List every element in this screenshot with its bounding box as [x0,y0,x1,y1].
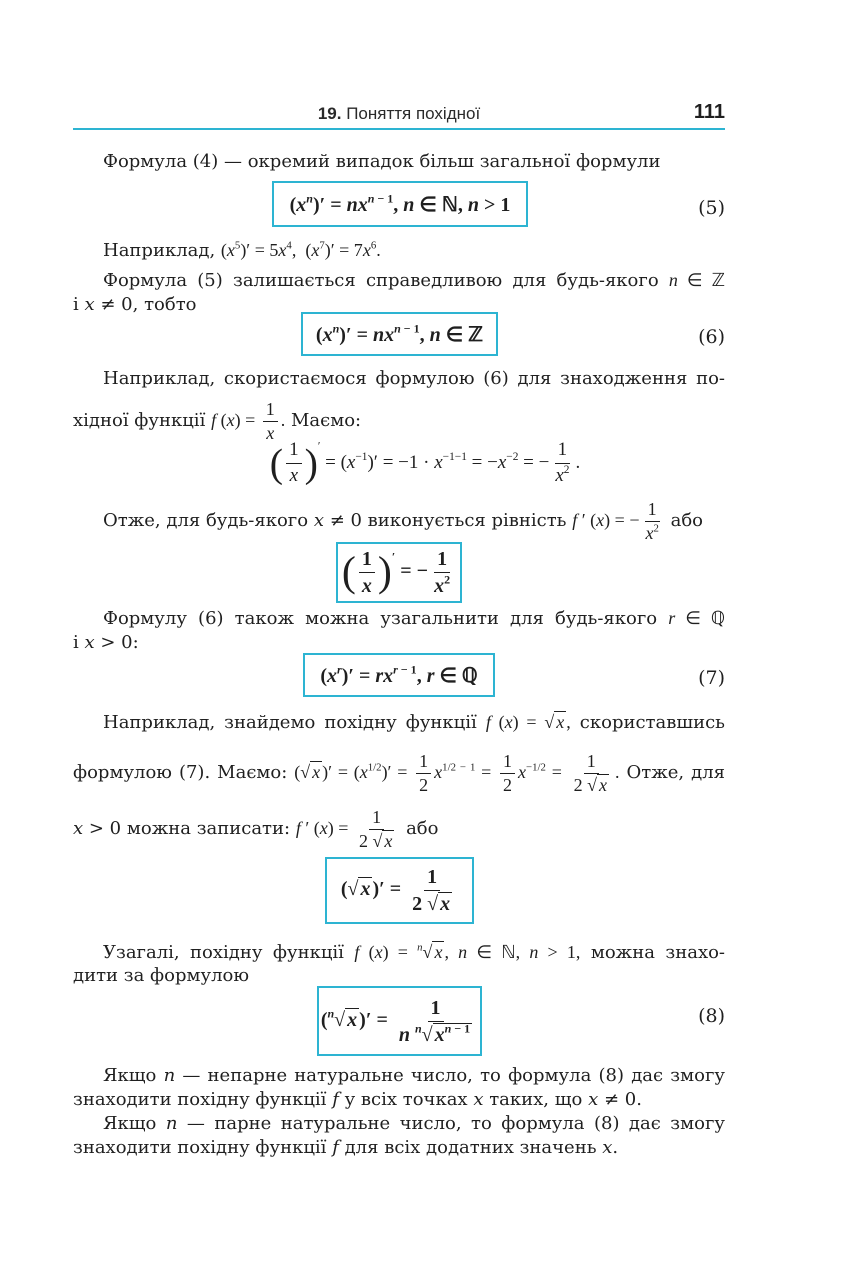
paragraph-text: знаходити похідну функції [73,1137,327,1158]
paragraph-text: можна записати: [126,818,291,839]
formula-6-box [301,312,498,356]
formula-sqrt: (√ x )′ = $\frac{1}{2 √ x}$ [340,866,451,915]
paragraph-7: Наприклад, знайдемо похідну функції f (x) = √ x , скориставшись [103,712,725,733]
paragraph-4-line-1 [103,367,725,391]
paragraph-6-line-1: Формулу (6) також можна узагальнити для будь-якого r ∈ ℚ [103,608,725,629]
formula-8-box [317,986,482,1056]
formula-one-over-x-box [336,542,462,603]
paragraph-text: Наприклад, знайдемо похідну функції [103,712,477,733]
example-math: $(x^5)' = 5x^4$, $(x^7)' = 7x^6$. [220,239,381,260]
formula-sqrt-box [325,857,474,924]
paragraph-text: скориставшись [579,712,725,733]
paragraph-text: виконується рівність [367,510,567,531]
paragraph-text: у всіх точках [344,1089,468,1110]
formula-one-over-x: ( $\frac{1}{x}$ )′ = − $\frac{1}{x^2}$ [341,548,451,597]
paragraph-text: і [73,632,79,653]
equation-number-8: (8) [698,1005,725,1027]
formula-7: $(x^r)' = rx^{r - 1}$, r ∈ ℚ [320,662,478,687]
paragraph-text: хідної функції [73,410,206,431]
paragraph-2 [103,238,381,263]
paragraph-10-line-1: Узагалі, похідну функції f (x) = $^n$√ x , n ∈ ℕ, n > 1, можна знахо- [103,941,726,963]
paragraph-text: і [73,294,79,315]
equation-number-5: (5) [698,197,725,219]
formula-5: $(x^n)' = nx^{n - 1}$, n ∈ ℕ, n > 1 [289,191,511,216]
formula-8: ($^n$√ x )′ = $\frac{1}{n ^n√ x^{n - 1}}$ [320,996,471,1046]
paragraph-8: формулою (7). Маємо: (√ x )′ = $(x^{1/2})'$ = $\frac{1}{2}$ $x^{1/2 - 1}$ = $\frac{1}{2}$ $x^{-1/2}$ = $\frac{1}{2 √ x}$ . Отже, для [73,750,725,796]
paragraph-6-line-2: і x > 0: [73,632,139,653]
paragraph-text: або [406,818,439,839]
running-title [73,104,725,124]
paragraph-12-line-2: знаходити похідну функції f для всіх додатних значень x. [73,1137,619,1158]
paragraph-4-line-2: хідної функції f (x) = $\frac{1}{x}$ . Маємо: [73,398,362,444]
paragraph-text: Якщо [103,1065,157,1086]
paragraph-text: Формула (5) залишається справедливою для будь-якого [103,270,659,291]
formula-7-box [303,653,495,697]
paragraph-text: або [670,510,704,531]
paragraph-text: можна знахо- [590,942,726,963]
paragraph-text: таких, що [489,1089,583,1110]
paragraph-text: формулою (7). Маємо: [73,762,288,783]
paragraph-text: знаходити похідну функції [73,1089,327,1110]
paragraph-text: Наприклад, [103,240,216,261]
paragraph-5: Отже, для будь-якого x ≠ 0 виконується рівність f ′ (x) = − $\frac{1}{x^2}$ або [103,498,704,544]
paragraph-text: Узагалі, похідну функції [103,942,344,963]
paragraph-11-line-1: Якщо n — непарне натуральне число, то формула (8) дає змогу [103,1065,725,1086]
paragraph-text: Отже, для [626,762,725,783]
paragraph-9: x > 0 можна записати: f ′ (x) = $\frac{1}{2 √ x}$ або [73,806,439,852]
paragraph-3-line-2: і x ≠ 0, тобто [73,294,197,315]
formula-6: $(x^n)' = nx^{n - 1}$, n ∈ ℤ [315,321,484,346]
equation-number-7: (7) [698,667,725,689]
paragraph-1 [103,150,660,174]
paragraph-text: — парне натуральне число, то формула (8) дає змогу [186,1113,725,1134]
paragraph-10-line-2 [73,964,249,988]
paragraph-3-line-1: Формула (5) залишається справедливою для будь-якого n ∈ ℤ [103,270,725,291]
page-number: 111 [693,101,725,123]
page-header [73,100,725,130]
paragraph-text: Формула (4) — окремий випадок більш загальної формули [103,151,661,172]
section-title: Поняття похідної [346,104,481,123]
paragraph-text: дити за формулою [73,965,250,986]
paragraph-12-line-1: Якщо n — парне натуральне число, то формула (8) дає змогу [103,1113,725,1134]
section-number: 19. [317,104,342,123]
paragraph-text: Якщо [103,1113,157,1134]
equation-number-6: (6) [698,326,725,348]
formula-5-box [272,181,528,227]
paragraph-11-line-2: знаходити похідну функції f у всіх точках x таких, що x ≠ 0. [73,1089,642,1110]
paragraph-text: Наприклад, скористаємося формулою (6) для знаходження по- [103,368,725,389]
paragraph-text: Отже, для будь-якого [103,510,309,531]
derivation-one-over-x: ( $\frac{1}{x}$ )$' = (x^{-1})' = -1 \cdot x^{-1-1} = -x^{-2}$ = − $\frac{1}{x^2}$ . [269,439,581,486]
paragraph-text: для всіх додатних значень [344,1137,597,1158]
paragraph-text: , тобто [132,294,197,315]
paragraph-text: Маємо: [290,410,362,431]
paragraph-text: Формулу (6) також можна узагальнити для будь-якого [103,608,658,629]
paragraph-text: — непарне натуральне число, то формула (8) дає змогу [182,1065,725,1086]
